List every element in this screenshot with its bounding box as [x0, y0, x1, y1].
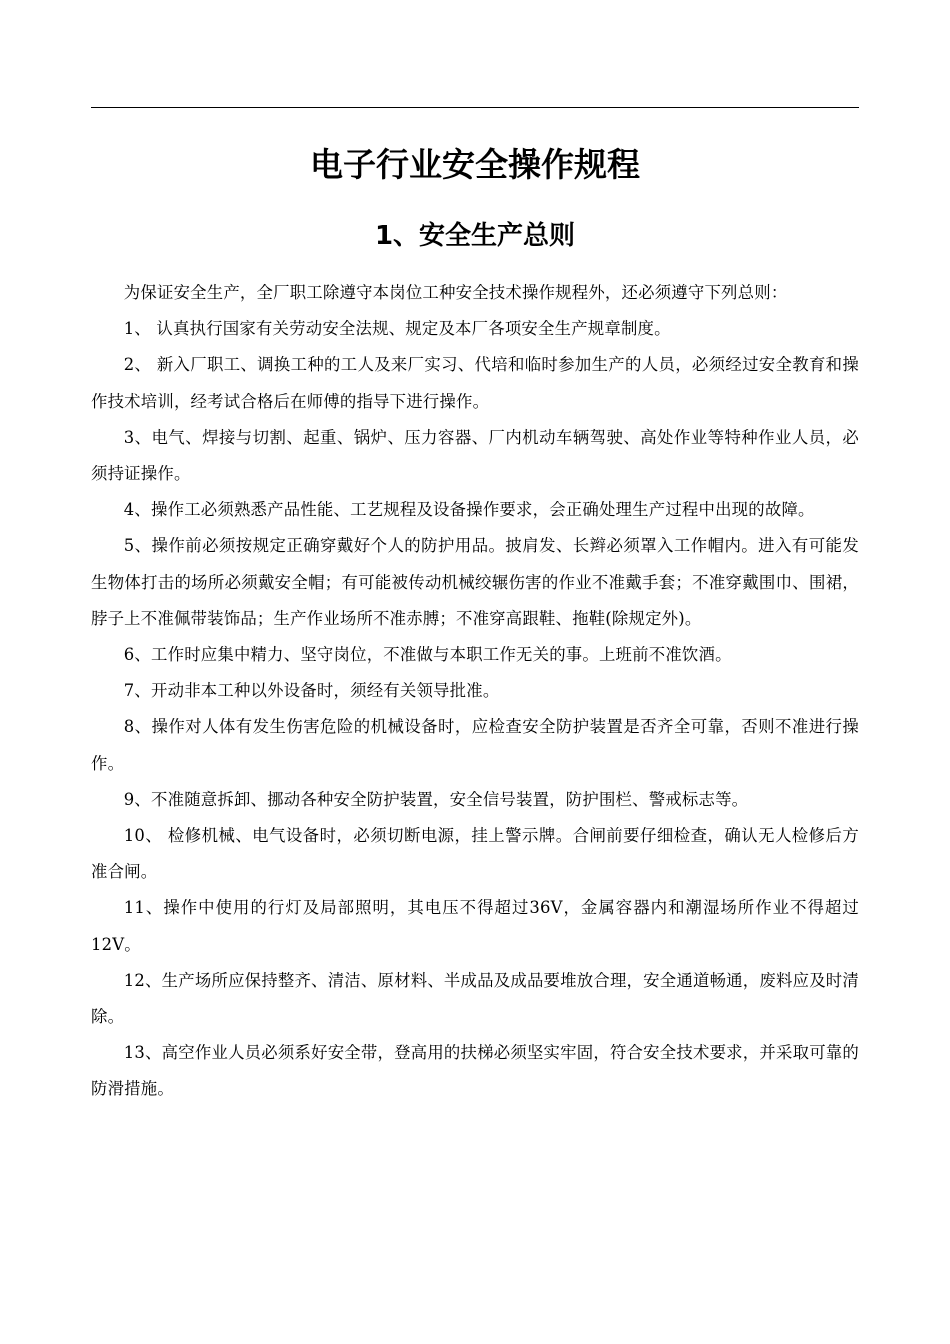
rule-item-8: 8、操作对人体有发生伤害危险的机械设备时，应检查安全防护装置是否齐全可靠，否则不准进行操作。	[91, 717, 859, 773]
rule-item-4: 4、操作工必须熟悉产品性能、工艺规程及设备操作要求，会正确处理生产过程中出现的故障。	[123, 500, 815, 520]
rule-item-9: 9、不准随意拆卸、挪动各种安全防护装置，安全信号装置，防护围栏、警戒标志等。	[123, 789, 749, 809]
rule-item-5: 5、操作前必须按规定正确穿戴好个人的防护用品。披肩发、长辫必须罩入工作帽内。进入有可能发生物体打击的场所必须戴安全帽；有可能被传动机械绞辗伤害的作业不准戴手套；不准穿戴围巾、围裙，脖子上不准佩带装饰品；生产作业场所不准赤膊；不准穿高跟鞋、拖鞋(除规定外)。	[91, 536, 859, 628]
section-title: 1、安全生产总则	[374, 221, 576, 251]
document-title: 电子行业安全操作规程	[310, 145, 640, 184]
rule-item-3: 3、电气、焊接与切割、起重、锅炉、压力容器、厂内机动车辆驾驶、高处作业等特种作业人员，必须持证操作。	[91, 427, 859, 484]
rule-item-12: 12、生产场所应保持整齐、清洁、原材料、半成品及成品要堆放合理，安全通道畅通，废料应及时清除。	[91, 970, 859, 1027]
rule-item-13: 13、高空作业人员必须系好安全带，登高用的扶梯必须坚实牢固，符合安全技术要求，并采取可靠的防滑措施。	[91, 1043, 859, 1099]
rule-item-7: 7、开动非本工种以外设备时，须经有关领导批准。	[123, 681, 500, 701]
intro-paragraph: 为保证安全生产，全厂职工除遵守本岗位工种安全技术操作规程外，还必须遵守下列总则：	[123, 283, 788, 302]
rule-item-2: 2、 新入厂职工、调换工种的工人及来厂实习、代培和临时参加生产的人员，必须经过安全教育和操作技术培训，经考试合格后在师傅的指导下进行操作。	[91, 355, 859, 411]
rule-item-6: 6、工作时应集中精力、坚守岗位，不准做与本职工作无关的事。上班前不准饮酒。	[123, 645, 732, 665]
rule-item-11: 11、操作中使用的行灯及局部照明，其电压不得超过36V，金属容器内和潮湿场所作业不得超过12V。	[91, 898, 859, 954]
rule-item-10: 10、 检修机械、电气设备时，必须切断电源，挂上警示牌。合闸前要仔细检查，确认无人检修后方准合闸。	[91, 826, 859, 882]
rule-item-1: 1、 认真执行国家有关劳动安全法规、规定及本厂各项安全生产规章制度。	[123, 319, 671, 339]
document-body	[91, 275, 859, 1108]
header-rule	[91, 107, 859, 108]
